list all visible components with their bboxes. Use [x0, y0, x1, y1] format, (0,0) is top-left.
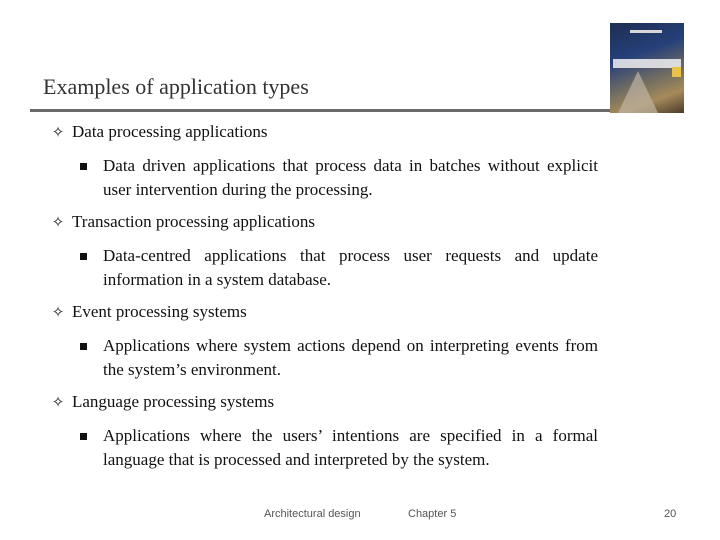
bullet-heading: Transaction processing applications [72, 212, 315, 231]
cover-edition-badge [672, 67, 681, 77]
star-bullet-icon: ✧ [51, 213, 65, 231]
slide-title: Examples of application types [43, 74, 309, 99]
bullet-heading: Event processing systems [72, 302, 247, 321]
page-number: 20 [664, 508, 677, 520]
bullet-heading: Language processing systems [72, 392, 275, 411]
cover-building-graphic [618, 71, 658, 113]
sub-bullet-text: Data-centred applications that process user requests and update information in a system database. [103, 246, 598, 289]
star-bullet-icon: ✧ [51, 393, 65, 411]
sub-bullet-item [80, 334, 598, 382]
star-bullet-icon: ✧ [51, 123, 65, 141]
sub-bullet-text: Applications where system actions depend on interpreting events from the system’s environment. [103, 336, 598, 379]
square-bullet-icon [80, 163, 87, 170]
sub-bullet-item [80, 244, 598, 292]
footer-chapter: Chapter 5 [408, 508, 457, 520]
bullet-heading: Data processing applications [72, 122, 268, 141]
footer-topic: Architectural design [264, 508, 361, 520]
sub-bullet-text: Applications where the users’ intentions are specified in a formal language that is processed and interpreted by the system. [103, 426, 598, 469]
sub-bullet-item [80, 154, 598, 202]
sub-bullet-item [80, 424, 598, 472]
sub-bullet-text: Data driven applications that process data in batches without explicit user intervention during the processing. [103, 156, 598, 199]
cover-author-strip [630, 30, 662, 33]
title-divider [30, 109, 610, 112]
cover-title-band [613, 59, 681, 68]
square-bullet-icon [80, 343, 87, 350]
book-cover-image [610, 23, 684, 113]
square-bullet-icon [80, 253, 87, 260]
star-bullet-icon: ✧ [51, 303, 65, 321]
square-bullet-icon [80, 433, 87, 440]
